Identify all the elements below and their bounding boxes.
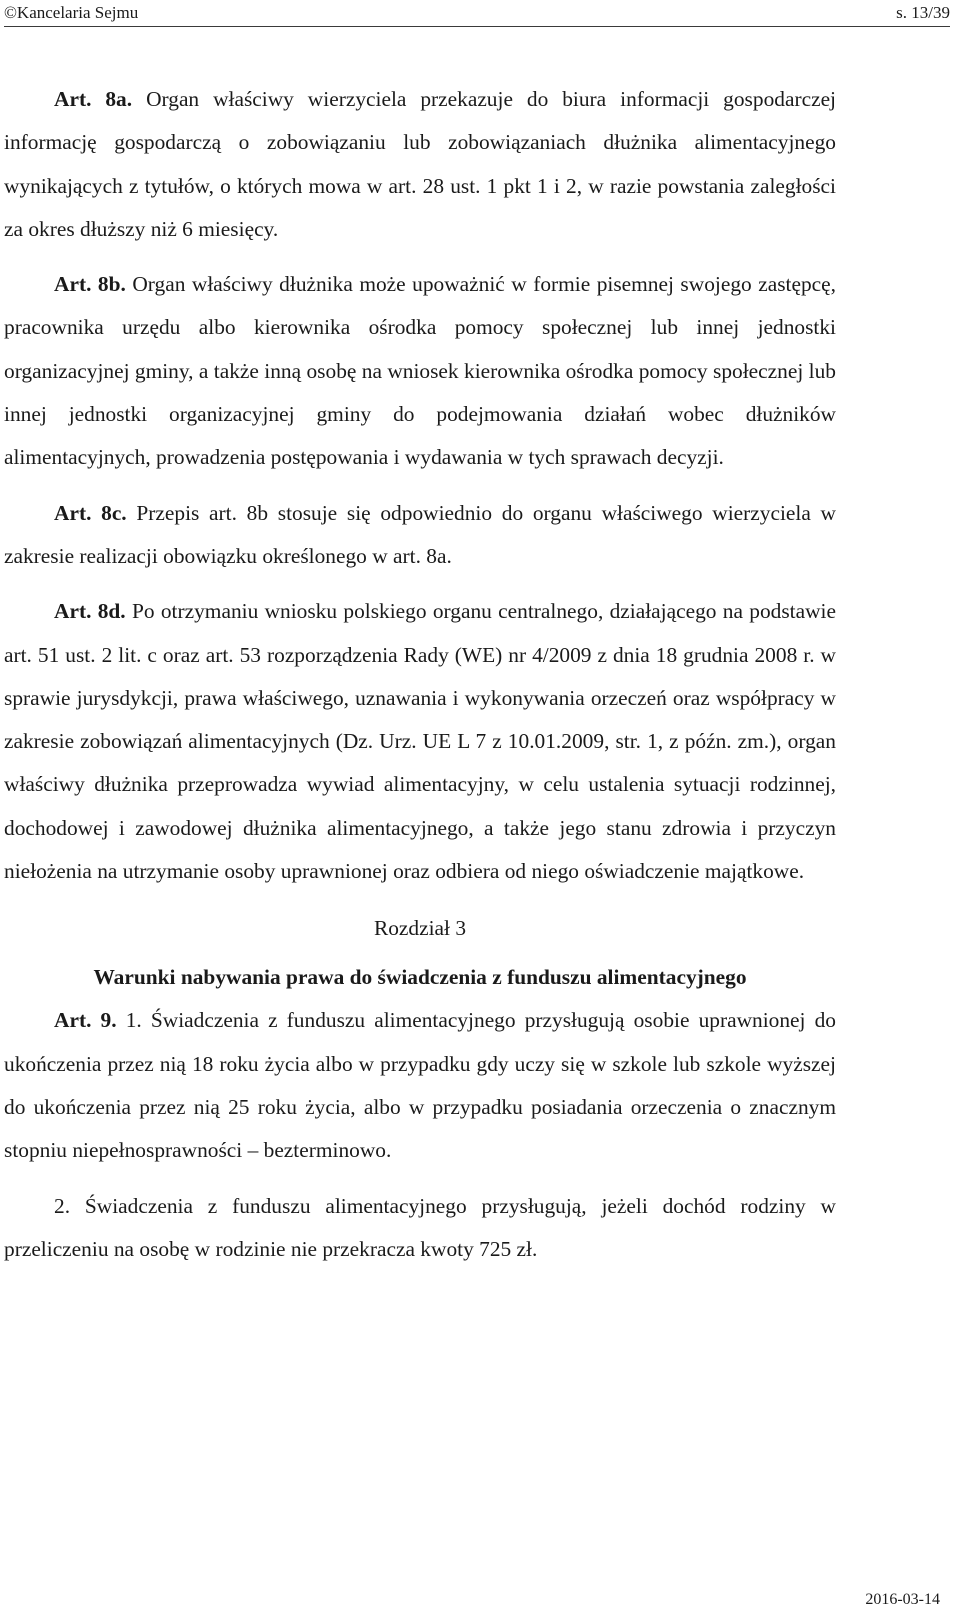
article-8a [4,78,836,251]
article-8d-text: Po otrzymaniu wniosku polskiego organu centralnego, działającego na podstawie art. 51 ust. 2 lit. c oraz art. 53 rozporządzenia Rady (WE) nr 4/2009 z dnia 18 grudnia 2008 r. w sprawie jurysdykcji, prawa właściwego, uznawania i wykonywania orzeczeń oraz współpracy w zakresie zobowiązań alimentacyjnych (Dz. Urz. UE L 7 z 10.01.2009, str. 1, z późn. zm.), organ właściwy dłużnika przeprowadza wywiad alimentacyjny, w celu ustalenia sytuacji rodzinnej, dochodowej i zawodowej dłużnika alimentacyjnego, a także jego stanu zdrowia i przyczyn niełożenia na utrzymanie osoby uprawnionej oraz odbiera od niego oświadczenie majątkowe. [4,599,836,884]
article-8b [4,263,836,479]
article-9-para-1 [4,999,836,1172]
article-9-para-2 [4,1185,836,1272]
chapter-label: Rozdział 3 [373,916,467,941]
article-9-para-1-text: Świadczenia z funduszu alimentacyjnego przysługują osobie uprawnionej do ukończenia przez nią 18 roku życia albo w przypadku gdy uczy się w szkole lub szkole wyższej do ukończenia przez nią 25 roku życia, albo w przypadku posiadania orzeczenia o znacznym stopniu niepełnosprawności – bezterminowo. [4,1008,836,1163]
article-8d-title: Art. 8d. [54,599,126,624]
article-8c-title: Art. 8c. [54,500,127,525]
chapter-title: Warunki nabywania prawa do świadczenia z funduszu alimentacyjnego [93,965,747,990]
article-8b-text: Organ właściwy dłużnika może upoważnić w formie pisemnej swojego zastępcę, pracownika urzędu albo kierownika ośrodka pomocy społecznej lub innej jednostki organizacyjnej gminy, a także inną osobę na wniosek kierownika ośrodka pomocy społecznej lub innej jednostki organizacyjnej gminy do podejmowania działań wobec dłużników alimentacyjnych, prowadzenia postępowania i wydawania w tych sprawach decyzji. [4,272,836,470]
article-8d [4,590,836,893]
article-8b-title: Art. 8b. [54,272,126,297]
article-9-title: Art. 9. [54,1008,117,1033]
article-9-para-2-text: Świadczenia z funduszu alimentacyjnego przysługują, jeżeli dochód rodziny w przeliczeniu na osobę w rodzinie nie przekracza kwoty 725 zł. [4,1193,836,1261]
article-9-para-1-number: 1. [125,1008,142,1033]
article-8a-title: Art. 8a. [54,87,133,111]
document-body [4,78,836,1271]
article-8c [4,492,836,579]
article-8c-text: Przepis art. 8b stosuje się odpowiednio do organu właściwego wierzyciela w zakresie realizacji obowiązku określonego w art. 8a. [4,500,836,568]
page-header [4,0,950,27]
header-publisher: ©Kancelaria Sejmu [4,3,139,22]
footer-date: 2016-03-14 [865,1591,940,1608]
article-9-para-2-number: 2. [54,1193,71,1218]
header-page-number: s. 13/39 [896,3,950,22]
article-8a-text: Organ właściwy wierzyciela przekazuje do biura informacji gospodarczej informację gospodarczą o zobowiązaniu lub zobowiązaniach dłużnika alimentacyjnego wynikających z tytułów, o których mowa w art. 28 ust. 1 pkt 1 i 2, w razie powstania zaległości za okres dłuższy niż 6 miesięcy. [4,87,837,241]
